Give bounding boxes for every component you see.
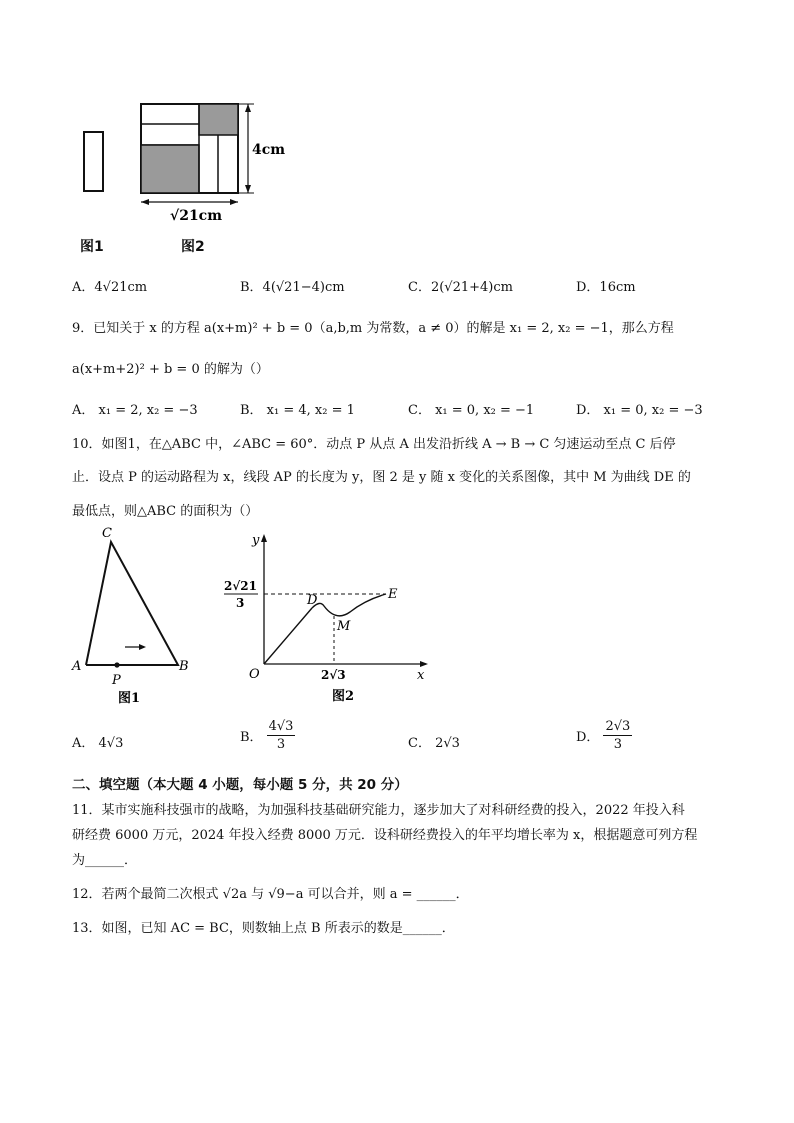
fig2-caption: 图2 [332,689,355,704]
q8-option-c[interactable]: C．2(√21+4)cm [408,280,513,295]
q8-fig2-caption: 图2 [181,239,205,255]
label-a: A [72,659,82,674]
fig1-caption: 图1 [118,691,141,706]
label-b: B [179,659,189,674]
section-title: 二、填空题（本大题 4 小题，每小题 5 分，共 20 分） [72,777,408,793]
q9-option-b[interactable]: B． x₁ = 4, x₂ = 1 [240,403,355,418]
q10-option-d-letter: D． [576,730,600,745]
q9-option-c[interactable]: C． x₁ = 0, x₂ = −1 [408,403,535,418]
fig1-rectangle [84,132,103,191]
shaded-square-top [199,104,238,135]
height-label: 4cm [252,142,286,158]
q9-stem-line2: a(x+m+2)² + b = 0 的解为（） [72,362,269,377]
q9-option-a[interactable]: A． x₁ = 2, x₂ = −3 [72,403,198,418]
segment-od [264,608,312,664]
width-label: √21cm [170,208,223,224]
q10-stem-line3: 最低点，则△ABC 的面积为（） [72,504,259,519]
q10-option-b-numerator: 4√3 [268,719,294,734]
curve-de [312,594,386,616]
q10-option-c-letter: C． [408,736,431,751]
q10-option-c-value: 2√3 [435,736,460,751]
q10-option-b-denominator: 3 [276,737,286,752]
q8-option-d[interactable]: D．16cm [576,280,636,295]
q11-stem-line1: 11．某市实施科技强市的战略，为加强科技基础研究能力，逐步加大了对科研经费的投入，2022 年投入科 [72,803,685,818]
shaded-square-bottom [141,145,199,193]
point-p [114,662,119,667]
q8-option-a[interactable]: A．4√21cm [72,280,148,295]
q10-option-d[interactable] [576,718,632,753]
q10-fig1-triangle [66,524,206,709]
q9-stem-line1: 9．已知关于 x 的方程 a(x+m)² + b = 0（a,b,m 为常数，a ≠ 0）的解是 x₁ = 2, x₂ = −1，那么方程 [72,321,674,336]
q10-option-a[interactable] [72,732,123,751]
label-c: C [102,526,112,541]
q13-stem: 13．如图，已知 AC = BC，则数轴上点 B 所表示的数是______． [72,921,455,936]
q9-option-d[interactable]: D． x₁ = 0, x₂ = −3 [576,403,703,418]
q10-option-a-letter: A． [72,736,95,751]
label-x: x [417,668,425,683]
q8-option-b[interactable]: B．4(√21−4)cm [240,280,345,295]
y-value-numerator: 2√21 [224,579,257,593]
q8-fig1-caption: 图1 [80,239,104,255]
y-value-denominator: 3 [236,596,245,610]
q10-option-d-numerator: 2√3 [605,719,631,734]
q10-option-b[interactable] [240,718,295,753]
q10-option-c[interactable] [408,732,460,751]
label-o: O [249,667,260,682]
q11-stem-line2: 研经费 6000 万元，2024 年投入经费 8000 万元．设科研经费投入的年平均增长率为 x，根据题意可列方程 [72,828,698,843]
label-m: M [337,619,351,634]
q10-option-b-letter: B． [240,730,263,745]
label-d: D [307,593,318,608]
label-e: E [388,587,398,602]
q10-stem-line1: 10．如图1，在△ABC 中，∠ABC = 60°．动点 P 从点 A 出发沿折线 A → B → C 匀速运动至点 C 后停 [72,437,676,452]
x-value-label: 2√3 [321,668,346,682]
label-p: P [112,673,121,688]
q10-option-a-value: 4√3 [98,736,124,751]
label-y: y [252,533,260,548]
q10-stem-line2: 止．设点 P 的运动路程为 x，线段 AP 的长度为 y，图 2 是 y 随 x 变化的关系图像，其中 M 为曲线 DE 的 [72,470,691,485]
q12-stem: 12．若两个最简二次根式 √2a 与 √9−a 可以合并，则 a = ______． [72,887,469,902]
q10-fig2-graph [220,528,435,708]
q10-option-d-denominator: 3 [613,737,622,752]
q11-stem-line3: 为______． [72,853,138,868]
